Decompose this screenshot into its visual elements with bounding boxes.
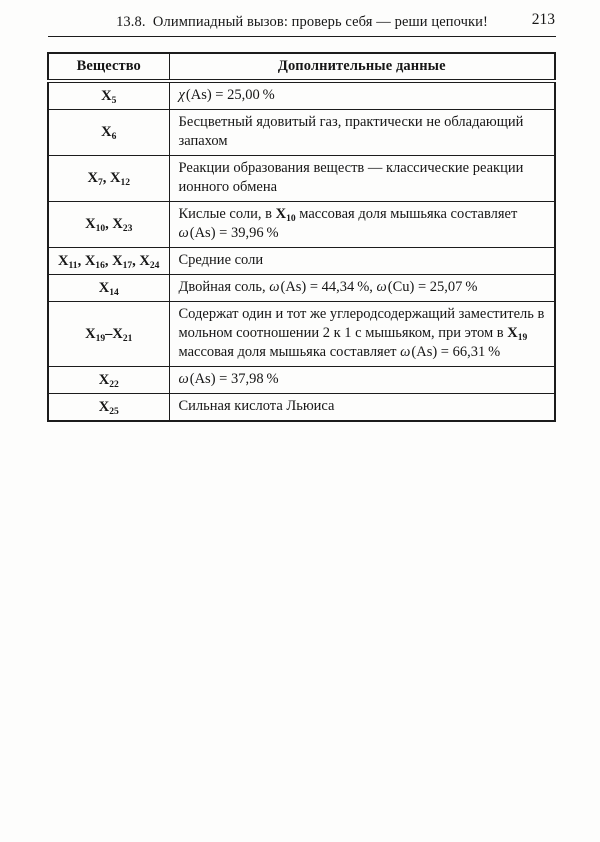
table-row (48, 394, 555, 422)
substance-cell: $X_{10}$, $X_{23}$ (48, 202, 169, 248)
details-cell: Двойная соль, ω(As) = 44,34 %, ω(Cu) = 25,07 % (169, 275, 555, 302)
substance-cell: $X_{19}-X_{21}$ (48, 302, 169, 367)
details-cell: Реакции образования веществ — классические реакции ионного обмена (169, 156, 555, 202)
substance-cell: $X_{25}$ (48, 394, 169, 422)
column-header-data: Дополнительные данные (169, 53, 555, 81)
table-row (48, 367, 555, 394)
table-row (48, 248, 555, 275)
column-header-substance: Вещество (48, 53, 169, 81)
details-cell: Бесцветный ядовитый газ, практически не обладающий запахом (169, 110, 555, 156)
details-cell: Содержат один и тот же углеродсодержащий заместитель в мольном соотношении 2 к 1 с мышьяком, при этом в $X_{19}$ массовая доля мышьяка составляет ω(As) = 66,31 % (169, 302, 555, 367)
details-cell: Сильная кислота Льюиса (169, 394, 555, 422)
details-cell: χ(As) = 25,00 % (169, 81, 555, 110)
details-cell: Кислые соли, в $X_{10}$ массовая доля мышьяка составляет ω(As) = 39,96 % (169, 202, 555, 248)
details-cell: ω(As) = 37,98 % (169, 367, 555, 394)
table-row (48, 202, 555, 248)
substance-cell: $X_7$, $X_{12}$ (48, 156, 169, 202)
substance-cell: $X_5$ (48, 81, 169, 110)
page-number: 213 (526, 11, 555, 29)
substance-cell: $X_{22}$ (48, 367, 169, 394)
table-row (48, 156, 555, 202)
table-row (48, 110, 555, 156)
substance-cell: $X_{14}$ (48, 275, 169, 302)
substance-cell: $X_6$ (48, 110, 169, 156)
details-cell: Средние соли (169, 248, 555, 275)
table-header-row (48, 53, 555, 81)
substances-table-container (47, 52, 556, 422)
running-head (48, 11, 556, 37)
chapter-heading: 13.8. Олимпиадный вызов: проверь себя — реши цепочки! (116, 14, 488, 30)
substance-cell: $X_{11}$, $X_{16}$, $X_{17}$, $X_{24}$ (48, 248, 169, 275)
table-row (48, 302, 555, 367)
table-row (48, 275, 555, 302)
table-row (48, 81, 555, 110)
substances-table (47, 52, 556, 422)
